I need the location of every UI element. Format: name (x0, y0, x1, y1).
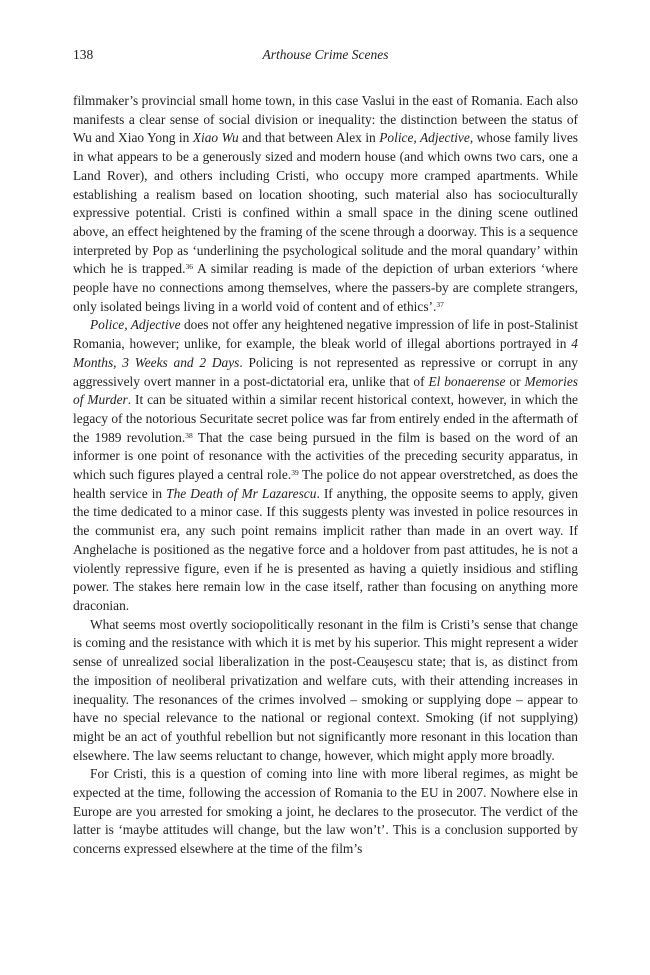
italic-title: Xiao Wu (192, 130, 239, 146)
text-run: or (505, 373, 525, 389)
italic-title: Police, Adjective (379, 130, 470, 146)
italic-title: The Death of Mr Lazarescu (166, 485, 317, 501)
italic-title: 4 Months, 3 Weeks and 2 Days (73, 336, 578, 370)
text-run: filmmaker’s provincial small home town, in this case Vaslui in the east of Romania. Each also manifests a clear sense of social division or inequality: the distinction between the status of Wu and Xiao Yong in (73, 93, 578, 146)
running-title: Arthouse Crime Scenes (262, 47, 389, 62)
page-number: 138 (73, 47, 94, 62)
footnote-marker: 39 (291, 468, 299, 478)
italic-title: El bonaerense (428, 373, 506, 389)
italic-title: Memories of Murder (73, 373, 579, 408)
body-text (73, 92, 578, 859)
text-run: That the case being pursued in the film is based on the word of an informer is one point of resonance with the activities of the preceding security apparatus, in which such figures played a central role. (73, 429, 578, 483)
page-header (73, 47, 578, 67)
text-run: . If anything, the opposite seems to apply, given the time dedicated to a minor case. If this suggests plenty was invested in police resources in the communist era, any such point remains implicit rather than made in an overt way. If Anghelache is positioned as the negative force and a holdover from past attitudes, he is not a violently repressive figure, even if he is presented as having a quietly insidious and stifling power. The stakes here remain low in the case itself, rather than focusing on anything more draconian. (73, 485, 579, 613)
text-run: For Cristi, this is a question of coming into line with more liberal regimes, as might be expected at the time, following the accession of Romania to the EU in 2007. Nowhere else in Europe are you arrested for smoking a joint, he declares to the prosecutor. The verdict of the latter is ‘maybe attitudes will change, but the law won’t’. This is a conclusion supported by concerns expressed elsewhere at the time of the film’s (73, 766, 578, 857)
text-run: The police do not appear overstretched, as does the health service in (73, 467, 578, 501)
text-run: A similar reading is made of the depiction of urban exteriors ‘where people have no connections among themselves, where the passers-by are complete strangers, only isolated beings living in a world void of content and of ethics’. (73, 261, 579, 314)
text-run: does not offer any heightened negative impression of life in post-Stalinist Romania, however; unlike, for example, the bleak world of illegal abortions portrayed in (73, 317, 578, 352)
paragraph (73, 316, 578, 615)
paragraph (73, 616, 578, 766)
footnote-marker: 37 (436, 299, 444, 309)
text-run: and that between Alex in (238, 130, 380, 146)
paragraph (73, 765, 578, 859)
text-run: , whose family lives in what appears to be a generously sized and modern house (and which owns two cars, one a Land Rover), and others including Cristi, who occupy more cramped apartments. While establishing a realism based on location shooting, such material also has socioculturally expressive potential. Cristi is confined within a small space in the dining scene outlined above, an effect heightened by the framing of the scene through a doorway. This is a sequence interpreted by Pop as ‘underlining the psychological solitude and the moral quandary’ within which he is trapped. (73, 130, 579, 277)
footnote-marker: 36 (185, 262, 193, 272)
footnote-marker: 38 (185, 430, 193, 440)
text-run: . Policing is not represented as repressive or corrupt in any aggressively overt manner in a post-dictatorial era, unlike that of (73, 354, 578, 389)
italic-title: Police, Adjective (90, 317, 181, 333)
text-run: . It can be situated within a similar recent historical context, however, in which the legacy of the notorious Securitate secret police was far from entirely ended in the aftermath of the 1989 revolution. (73, 392, 578, 445)
text-run: What seems most overtly sociopolitically resonant in the film is Cristi’s sense that change is coming and the resistance with which it is met by his superior. This might represent a wider sense of unrealized social liberalization in the post-Ceaușescu state; that is, as distinct from the imposition of neoliberal privatization and welfare cuts, with their attending increases in inequality. The resonances of the crimes involved – smoking or supplying dope – appear to have no special relevance to the national or regional context. Smoking (if not supplying) might be an act of youthful rebellion but not significantly more resonant in this location than elsewhere. The law seems reluctant to change, however, which might apply more broadly. (73, 616, 578, 763)
paragraph (73, 92, 578, 316)
